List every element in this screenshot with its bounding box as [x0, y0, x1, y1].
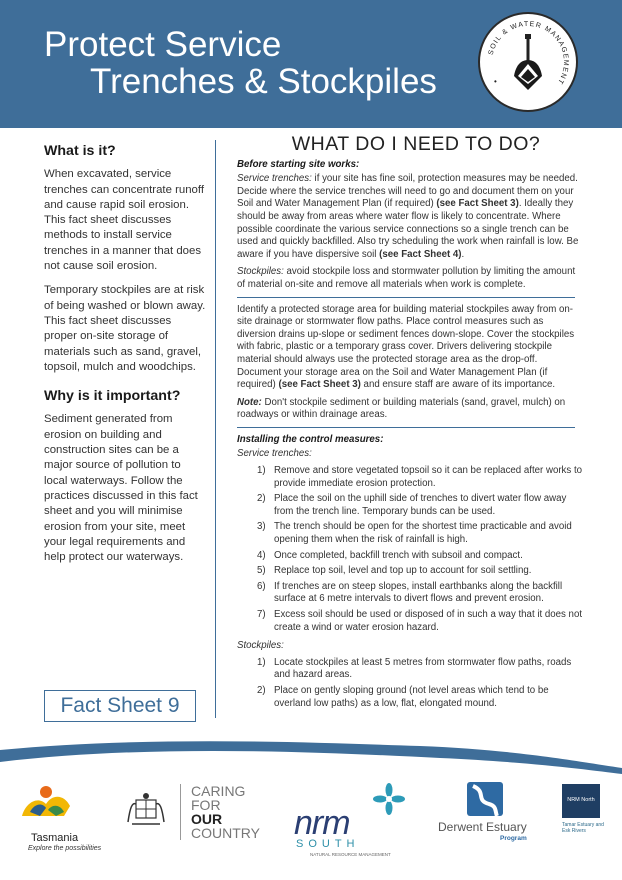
title-line-1: Protect Service	[44, 25, 282, 64]
stockpile-steps-list	[237, 657, 583, 710]
nrm-south-label: SOUTH	[296, 838, 360, 850]
stockpiles-label: Stockpiles:	[237, 266, 284, 278]
nrm-logo-word: nrm	[294, 804, 350, 842]
list-item: 6) If trenches are on steep slopes, install earthbanks along the backfill surface at 6 metre intervals to divert flows and prevent erosion.	[257, 580, 563, 605]
derwent-estuary-name: Derwent Estuary	[438, 820, 527, 834]
fact-sheet-3-ref: (see Fact Sheet 3)	[436, 198, 519, 210]
list-item: 7) Excess soil should be used or disposed of in such a way that it does not create a wind or water erosion hazard.	[257, 609, 583, 633]
tasmania-name: Tasmania	[31, 832, 79, 844]
identify-paragraph	[237, 304, 583, 392]
stockpiles-text: avoid stockpile loss and stormwater pollution by limiting the amount of material on-site and remove all materials when work is complete.	[237, 266, 576, 290]
identify-end: and ensure staff are aware of its importance.	[360, 379, 556, 391]
separator-line	[237, 297, 575, 298]
what-is-it-heading: What is it?	[44, 143, 116, 159]
fact-sheet-4-ref: (see Fact Sheet 4)	[379, 248, 462, 260]
service-end: .	[461, 248, 465, 260]
partner-logos	[0, 776, 622, 880]
why-important-heading: Why is it important?	[44, 388, 181, 405]
section-heading: WHAT DO I NEED TO DO?	[291, 133, 541, 155]
list-item: 2) Place the soil on the uphill side of trenches to divert water flow away from the trench line. Temporary bunds can be used.	[257, 493, 567, 517]
tamar-estuary-label: Tamar Estuary and Esk Rivers	[562, 822, 604, 834]
service-text-2: . Ideally they should be away from areas where water flow is likely to concentrate. Where possible coordinate the various service connections so a single trench can be used and quickly backfilled. Also try scheduling the work when rainfall is low. Be aware if you have dispersive soil	[237, 198, 579, 260]
page-title	[44, 26, 437, 100]
why-paragraph: Sediment generated from erosion on building and construction sites can be a major source of pollution to local waterways. Follow the practices discussed in this fact sheet and you will minimise erosion from your site, meet your legal requirements and help protect our waterways.	[44, 413, 198, 564]
stockpiles-subheading: Stockpiles:	[237, 640, 284, 652]
main-column	[237, 133, 583, 716]
shovel-icon	[514, 34, 542, 90]
tasmania-emblem-icon	[16, 782, 76, 828]
service-trenches-subheading: Service trenches:	[237, 448, 312, 460]
derwent-estuary-icon	[467, 782, 503, 816]
before-starting-heading: Before starting site works:	[237, 158, 360, 170]
service-trenches-paragraph	[237, 173, 583, 261]
installing-heading: Installing the control measures:	[237, 433, 384, 445]
list-item: 4) Once completed, backfill trench with subsoil and compact.	[257, 549, 523, 561]
logo-ring-text: SOIL & WATER MANAGEMENT	[487, 20, 570, 86]
nrm-star-icon	[372, 782, 406, 816]
list-item: 3) The trench should be open for the shortest time practicable and avoid opening them when the risk of rainfall is high.	[257, 521, 572, 546]
what-paragraph-2: Temporary stockpiles are at risk of being washed or blown away. This fact sheet discusses proper on-site storage of materials such as sand, gravel, topsoil, mulch and woodchips.	[44, 284, 206, 373]
title-line-2: Trenches & Stockpiles	[90, 62, 437, 101]
left-column	[44, 144, 206, 574]
what-paragraph-1: When excavated, service trenches can concentrate runoff and cause rapid soil erosion. This fact sheet discusses methods to install service trenches in a manner that does not cause soil erosion.	[44, 168, 204, 273]
note-label: Note:	[237, 396, 262, 408]
note-text: Don't stockpile sediment or building materials (sand, gravel, mulch) on roadways or within drainage areas.	[237, 396, 566, 421]
list-item: 5) Replace top soil, level and top up to account for soil settling.	[257, 565, 532, 577]
stockpiles-paragraph	[237, 266, 583, 291]
note-paragraph	[237, 397, 583, 422]
column-divider	[215, 140, 216, 718]
header-banner	[0, 0, 622, 128]
caring-for-our-country-logo: CARING FOR OUR COUNTRY	[180, 784, 273, 840]
identify-text: Identify a protected storage area for building material stockpiles away from on-site drainage or stormwater flow paths. Place control measures such as diversion drains up-slope or sediment fences down-slope. Cover the stockpiles with fabric, plastic or a temporary grass cover. Drivers delivering stockpile material should always use the protected storage area as the drop-off. Document your storage area on the Soil and Water Management Plan (if required)	[237, 303, 575, 391]
fact-sheet-3-ref-2: (see Fact Sheet 3)	[278, 379, 361, 391]
footer-wave	[0, 728, 622, 778]
tasmania-slogan: Explore the possibilities	[28, 845, 102, 852]
service-steps-list	[237, 465, 583, 634]
derwent-program-label: Program	[500, 835, 527, 842]
fact-sheet-label: Fact Sheet 9	[60, 694, 180, 717]
list-item: 1) Remove and store vegetated topsoil so it can be replaced after works to provide immediate erosion protection.	[257, 465, 583, 489]
logo-dot: •	[494, 77, 497, 86]
coat-of-arms-icon	[124, 792, 168, 832]
service-text: if your site has fine soil, protection measures may be needed. Decide where the service trenches will need to go and document them on your Soil and Water Management Plan (if required)	[237, 173, 578, 210]
nrm-subtitle: NATURAL RESOURCE MANAGEMENT	[310, 852, 391, 857]
fact-sheet-badge	[44, 690, 196, 722]
soil-water-management-logo	[478, 12, 578, 112]
tasmania-logo	[16, 782, 106, 852]
list-item: 2) Place on gently sloping ground (not level areas which tend to be overland low paths) as a low, flat, elongated mound.	[257, 684, 549, 709]
nrm-north-logo: NRM North	[562, 784, 600, 818]
list-item: 1) Locate stockpiles at least 5 metres from stormwater flow paths, roads and hazard areas.	[257, 656, 572, 681]
service-trenches-label: Service trenches:	[237, 173, 312, 185]
separator-line	[237, 427, 575, 428]
